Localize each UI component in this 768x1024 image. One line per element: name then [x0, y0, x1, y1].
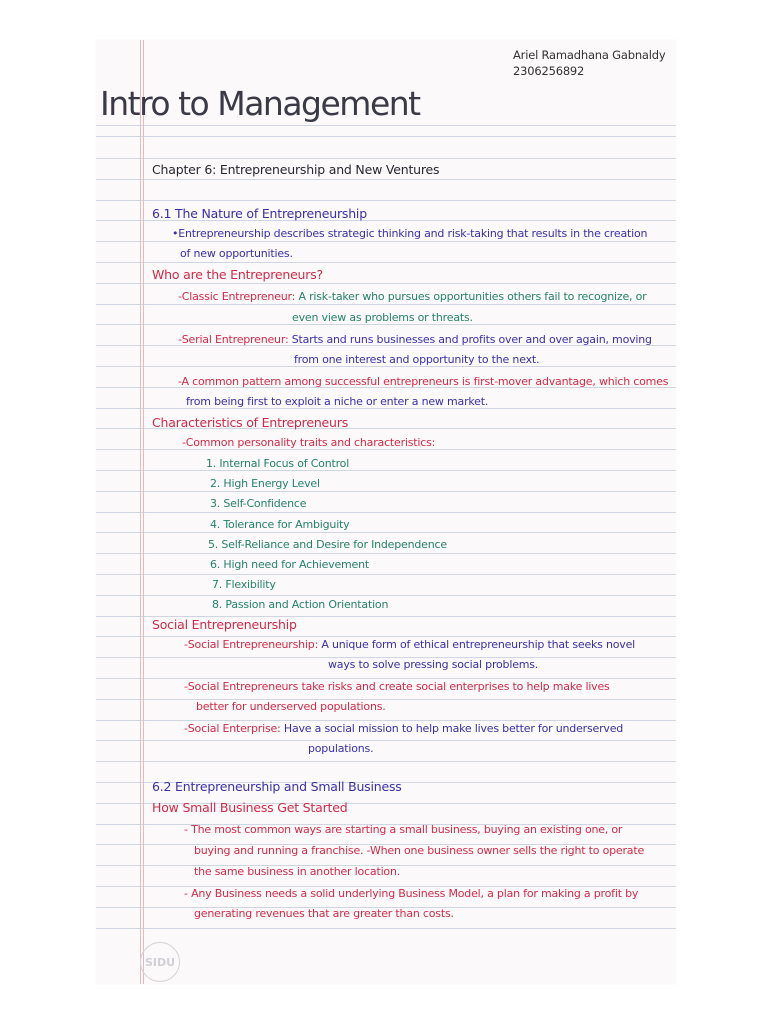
ruled-line [96, 283, 676, 284]
ruled-line [96, 304, 676, 305]
term-serial-entrepreneur: -Serial Entrepreneur: [178, 333, 289, 346]
margin-line [143, 40, 144, 984]
publisher-logo: SIDU [140, 942, 180, 982]
social-enterprise-line [184, 722, 623, 735]
ruled-line [96, 574, 676, 575]
ruled-line [96, 553, 676, 554]
subheading-how-small-business: How Small Business Get Started [152, 800, 348, 815]
ruled-line [96, 408, 676, 409]
first-mover-line: -A common pattern among successful entrepreneurs is first-mover advantage, which comes [178, 375, 669, 388]
ruled-line [96, 720, 676, 721]
student-id: 2306256892 [513, 64, 585, 78]
trait-item: 6. High need for Achievement [210, 558, 369, 571]
ruled-line [96, 470, 676, 471]
social-risk-line: better for underserved populations. [196, 700, 386, 713]
business-model-line: generating revenues that are greater than costs. [194, 907, 454, 920]
definition-text: A unique form of ethical entrepreneurship that seeks novel [321, 638, 636, 651]
small-business-line: buying and running a franchise. -When one business owner sells the right to operate [194, 844, 645, 857]
definition-line: •Entrepreneurship describes strategic thinking and risk-taking that results in the creation [172, 227, 648, 240]
traits-intro: -Common personality traits and characteristics: [182, 436, 436, 449]
trait-item: 2. High Energy Level [210, 477, 320, 491]
subheading-who-entrepreneurs: Who are the Entrepreneurs? [152, 267, 323, 282]
ruled-line [96, 699, 676, 700]
ruled-line [96, 928, 676, 929]
ruled-line [96, 636, 676, 637]
notebook-page [96, 40, 676, 984]
ruled-line [96, 324, 676, 325]
section-heading-6-2: 6.2 Entrepreneurship and Small Business [152, 779, 402, 794]
definition-text: ways to solve pressing social problems. [328, 658, 539, 671]
definition-text: Starts and runs businesses and profits over and over again, moving [291, 333, 652, 346]
definition-text: populations. [308, 742, 374, 755]
classic-entrepreneur-line [178, 290, 646, 303]
subheading-social-entrepreneurship: Social Entrepreneurship [152, 617, 297, 632]
ruled-line [96, 532, 676, 533]
chapter-heading: Chapter 6: Entrepreneurship and New Ventures [152, 162, 440, 177]
term-social-enterprise: -Social Enterprise: [184, 722, 281, 735]
definition-line: of new opportunities. [180, 247, 293, 260]
serial-entrepreneur-line [178, 333, 652, 346]
ruled-line [96, 491, 676, 492]
subheading-characteristics: Characteristics of Entrepreneurs [152, 415, 349, 430]
ruled-line [96, 761, 676, 762]
trait-item: 5. Self-Reliance and Desire for Independence [208, 537, 447, 551]
term-classic-entrepreneur: -Classic Entrepreneur: [178, 290, 296, 303]
ruled-line [96, 158, 676, 159]
social-risk-line: -Social Entrepreneurs take risks and create social enterprises to help make lives [184, 680, 610, 693]
business-model-line: - Any Business needs a solid underlying Business Model, a plan for making a profit by [184, 887, 639, 900]
ruled-line [96, 740, 676, 741]
small-business-line: - The most common ways are starting a small business, buying an existing one, or [184, 823, 623, 836]
definition-text: Have a social mission to help make lives better for underserved [283, 722, 624, 735]
small-business-line: the same business in another location. [194, 865, 401, 878]
ruled-line [96, 179, 676, 180]
page-title: Intro to Management [100, 84, 420, 123]
trait-item: 1. Internal Focus of Control [206, 457, 350, 470]
ruled-line [96, 595, 676, 596]
ruled-line [96, 136, 676, 137]
author-name: Ariel Ramadhana Gabnaldy [513, 48, 666, 62]
trait-item: 3. Self-Confidence [210, 497, 307, 511]
ruled-line [96, 262, 676, 263]
first-mover-line: from being first to exploit a niche or enter a new market. [186, 395, 489, 408]
margin-line [140, 40, 141, 984]
ruled-line [96, 125, 676, 126]
social-entrepreneurship-line [184, 638, 635, 651]
ruled-line [96, 449, 676, 450]
ruled-line [96, 200, 676, 201]
ruled-line [96, 241, 676, 242]
definition-text: from one interest and opportunity to the next. [294, 353, 540, 366]
trait-item: 7. Flexibility [212, 578, 276, 592]
trait-item: 8. Passion and Action Orientation [212, 598, 389, 612]
definition-text: even view as problems or threats. [292, 311, 473, 324]
term-social-entrepreneurship: -Social Entrepreneurship: [184, 638, 319, 651]
definition-text: A risk-taker who pursues opportunities others fail to recognize, or [298, 290, 647, 303]
ruled-line [96, 678, 676, 679]
section-heading-6-1: 6.1 The Nature of Entrepreneurship [152, 206, 367, 221]
trait-item: 4. Tolerance for Ambiguity [210, 517, 350, 531]
ruled-line [96, 366, 676, 367]
ruled-line [96, 512, 676, 513]
